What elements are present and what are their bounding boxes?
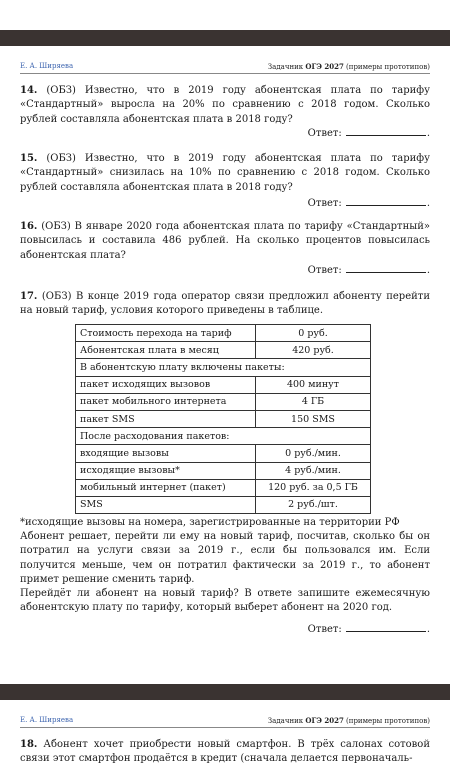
table-section-row xyxy=(76,359,371,376)
problem-text: (ОБЗ) В конце 2019 года оператор связи предложил абоненту перейти на новый тариф, условия которого приведены в таблице. xyxy=(20,291,430,317)
table-row xyxy=(76,496,371,513)
footnote: *исходящие вызовы на номера, зарегистрированные на территории РФ xyxy=(20,517,400,528)
problem-text: (ОБЗ) Известно, что в 2019 году абонентская плата по тарифу «Стандартный» снизилась на 10% по сравнению с 2018 годом. Сколько рублей составляла абонентская плата в 2018 году? xyxy=(20,153,430,193)
problem-text: (ОБЗ) Известно, что в 2019 году абонентская плата по тарифу «Стандартный» выросла на 20% по сравнению с 2018 годом. Сколько рублей составляла абонентская плата в 2018 году? xyxy=(20,85,430,125)
problem-number: 18. xyxy=(20,739,38,750)
answer-line[interactable] xyxy=(346,196,426,206)
table-section-row xyxy=(76,428,371,445)
table-row xyxy=(76,462,371,479)
header-rule xyxy=(20,727,430,728)
header-book: Задачник ОГЭ 2027 (примеры прототипов) xyxy=(267,62,430,71)
cell-label: Стоимость перехода на тариф xyxy=(76,325,256,342)
page-header-2 xyxy=(20,716,430,728)
header-author: Е. А. Ширяева xyxy=(20,716,74,724)
page-break-band xyxy=(0,684,450,700)
table-row xyxy=(76,376,371,393)
problem-number: 17. xyxy=(20,291,38,302)
answer-line[interactable] xyxy=(346,622,426,632)
problem-18 xyxy=(20,738,430,767)
problem-number: 16. xyxy=(20,221,38,232)
cell-value: 120 руб. за 0,5 ГБ xyxy=(256,479,371,496)
cell-label: пакет исходящих вызовов xyxy=(76,376,256,393)
answer-field-16: Ответ: . xyxy=(307,265,430,276)
decision-paragraph: Абонент решает, перейти ли ему на новый тариф, посчитав, сколько бы он потратил на услуги связи за 2019 г., если бы пользовался им. Если получится меньше, чем он потратил фактически за 2019 г., то абонент примет решение сменить тариф. xyxy=(20,531,430,585)
cell-value: 2 руб./шт. xyxy=(256,496,371,513)
answer-label: Ответ: xyxy=(307,624,342,635)
page-header xyxy=(20,62,430,74)
question-paragraph: Перейдёт ли абонент на новый тариф? В ответе запишите ежемесячную абонентскую плату по тарифу, который выберет абонент на 2020 год. xyxy=(20,588,430,614)
problem-15 xyxy=(20,152,430,195)
answer-field-17: Ответ: . xyxy=(307,624,430,635)
answer-field-15: Ответ: . xyxy=(307,198,430,209)
cell-label: входящие вызовы xyxy=(76,445,256,462)
problem-16 xyxy=(20,220,430,263)
header-book: Задачник ОГЭ 2027 (примеры прототипов) xyxy=(267,716,430,725)
problem-14 xyxy=(20,84,430,127)
cell-value: 4 ГБ xyxy=(256,393,371,410)
cell-value: 0 руб./мин. xyxy=(256,445,371,462)
table-row xyxy=(76,479,371,496)
section-heading: В абонентскую плату включены пакеты: xyxy=(76,359,371,376)
answer-label: Ответ: xyxy=(307,198,342,209)
table-row xyxy=(76,393,371,410)
header-rule xyxy=(20,73,430,74)
answer-label: Ответ: xyxy=(307,265,342,276)
cell-value: 400 минут xyxy=(256,376,371,393)
header-author: Е. А. Ширяева xyxy=(20,62,74,70)
cell-label: исходящие вызовы* xyxy=(76,462,256,479)
table-row xyxy=(76,445,371,462)
top-dark-band xyxy=(0,30,450,46)
cell-value: 420 руб. xyxy=(256,342,371,359)
tariff-table xyxy=(75,324,371,514)
problem-text: (ОБЗ) В январе 2020 года абонентская плата по тарифу «Стандартный» повысилась и составила 486 рублей. На сколько процентов повысилась абонентская плата? xyxy=(20,221,430,261)
cell-label: мобильный интернет (пакет) xyxy=(76,479,256,496)
cell-label: пакет SMS xyxy=(76,410,256,427)
cell-label: Абонентская плата в месяц xyxy=(76,342,256,359)
problem-text: Абонент хочет приобрести новый смартфон. В трёх салонах сотовой связи этот смартфон продаётся в кредит (сначала делается первоначаль- xyxy=(20,739,430,765)
table-row xyxy=(76,342,371,359)
problem-number: 15. xyxy=(20,153,38,164)
answer-line[interactable] xyxy=(346,263,426,273)
table-row xyxy=(76,410,371,427)
cell-label: SMS xyxy=(76,496,256,513)
cell-value: 150 SMS xyxy=(256,410,371,427)
cell-value: 0 руб. xyxy=(256,325,371,342)
answer-line[interactable] xyxy=(346,126,426,136)
cell-value: 4 руб./мин. xyxy=(256,462,371,479)
answer-field-14: Ответ: . xyxy=(307,128,430,139)
section-heading: После расходования пакетов: xyxy=(76,428,371,445)
problem-17 xyxy=(20,290,430,319)
problem-number: 14. xyxy=(20,85,38,96)
cell-label: пакет мобильного интернета xyxy=(76,393,256,410)
table-row xyxy=(76,325,371,342)
answer-label: Ответ: xyxy=(307,128,342,139)
